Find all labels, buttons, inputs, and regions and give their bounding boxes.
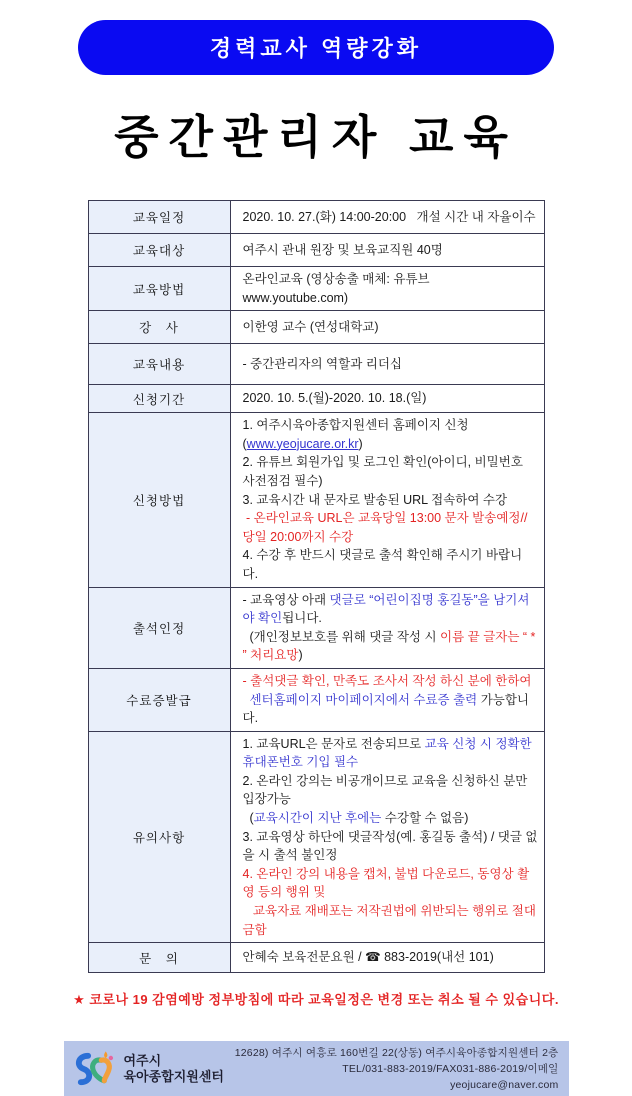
row-label: 유의사항	[88, 731, 230, 943]
text-segment: 교육시간이 지난 후에는	[253, 811, 382, 826]
text-segment: 3. 교육영상 하단에 댓글작성(예. 홍길동 출석) / 댓글 없을 시 출석 불인정	[242, 829, 538, 863]
center-logo-icon	[72, 1048, 116, 1090]
row-label: 신청방법	[88, 413, 230, 587]
text-segment: 온라인교육 (영상송출 매체: 유튜브 www.youtube.com)	[242, 272, 441, 305]
text-segment: 2020. 10. 5.(월)-2020. 10. 18.(일)	[242, 391, 427, 406]
row-value	[230, 668, 544, 731]
row-label: 출석인정	[88, 587, 230, 668]
table-row	[88, 668, 544, 731]
program-banner-label: 경력교사 역량강화	[209, 36, 423, 61]
text-segment: 4. 수강 후 반드시 댓글로 출석 확인해 주시기 바랍니다.	[242, 548, 523, 581]
text-segment: 안혜숙 보육전문요원 / ☎ 883-2019(내선 101)	[242, 950, 494, 965]
table-row	[88, 267, 544, 311]
org-name-line1: 여주시	[123, 1052, 162, 1068]
covid-notice: ★ 코로나 19 감염예방 정부방침에 따라 교육일정은 변경 또는 취소 될 수 있습니다.	[73, 992, 559, 1008]
info-table-body	[88, 201, 544, 973]
footer-address: 12628) 여주시 여흥로 160번길 22(상동) 여주시육아종합지원센터 2층	[234, 1046, 559, 1059]
row-label: 강 사	[88, 311, 230, 344]
row-value	[230, 234, 544, 267]
text-segment: 여주시 관내 원장 및 보육교직원 40명	[242, 242, 443, 257]
text-segment: - 교육영상 아래	[242, 592, 330, 607]
row-value	[230, 731, 544, 943]
text-segment: 4. 온라인 강의 내용을 캡처, 불법 다운로드, 동영상 촬영 등의 행위 및	[242, 866, 530, 900]
row-value	[230, 587, 544, 668]
row-value	[230, 311, 544, 344]
table-row	[88, 311, 544, 344]
page-title: 중간관리자 교육	[114, 111, 518, 163]
footer-contact: TEL/031-883-2019/FAX031-886-2019/이메일 yeojucare@naver.com	[342, 1062, 559, 1091]
row-value	[230, 344, 544, 385]
row-value	[230, 943, 544, 973]
table-row	[88, 201, 544, 234]
text-segment: 센터홈페이지 마이페이지에서 수료증 출력	[249, 692, 478, 707]
row-label: 수료증발급	[88, 668, 230, 731]
text-segment: 이름 끝 글자는 “ * ” 처리요망	[242, 629, 539, 663]
text-segment: - 중간관리자의 역할과 리더십	[242, 356, 402, 371]
table-row	[88, 234, 544, 267]
text-segment: 2. 온라인 강의는 비공개이므로 교육을 신청하신 분만 입장가능	[242, 773, 531, 807]
row-value	[230, 267, 544, 311]
text-segment: 교육자료 재배포는 저작권법에 위반되는 행위로 절대 금함	[242, 904, 540, 937]
text-segment: 교육 신청 시 정확한 휴대폰번호 기입 필수	[242, 736, 536, 770]
table-row	[88, 943, 544, 973]
row-label: 문 의	[88, 943, 230, 973]
row-label: 교육대상	[88, 234, 230, 267]
text-segment: )	[298, 648, 303, 663]
text-segment: 3. 교육시간 내 문자로 발송된 URL 접속하여 수강	[242, 492, 508, 507]
program-banner	[78, 20, 554, 75]
text-segment: 이한영 교수 (연성대학교)	[242, 319, 379, 334]
row-label: 신청기간	[88, 385, 230, 413]
row-value	[230, 413, 544, 587]
text-segment: 1. 여주시육아종합지원센터 홈페이지 신청(	[242, 418, 469, 451]
row-label: 교육방법	[88, 267, 230, 311]
text-segment: )	[358, 436, 363, 451]
footer-bar	[64, 1041, 569, 1096]
row-label: 교육일정	[88, 201, 230, 234]
text-segment: - 온라인교육 URL은 교육당일 13:00 문자 발송예정//당일 20:00까지 수강	[242, 511, 528, 544]
info-table	[88, 200, 545, 973]
flyer-page	[0, 20, 632, 1091]
org-name	[124, 1053, 224, 1085]
text-segment: (	[242, 811, 254, 826]
org-name-line2: 육아종합지원센터	[123, 1068, 224, 1084]
row-value	[230, 385, 544, 413]
table-row	[88, 385, 544, 413]
text-segment: 됩니다.	[282, 611, 322, 626]
text-segment: 가능합니다.	[242, 692, 530, 726]
text-segment: (개인정보보호를 위해 댓글 작성 시	[242, 629, 441, 644]
row-value	[230, 201, 544, 234]
table-row	[88, 731, 544, 943]
row-label: 교육내용	[88, 344, 230, 385]
text-segment: 수강할 수 없음)	[381, 811, 469, 826]
text-segment: 2. 유튜브 회원가입 및 로그인 확인(아이디, 비밀번호 사전점검 필수)	[242, 455, 527, 488]
table-row	[88, 344, 544, 385]
homepage-link[interactable]: www.yeojucare.or.kr	[246, 436, 359, 451]
text-segment: 2020. 10. 27.(화) 14:00-20:00 개설 시간 내 자율이수	[242, 209, 536, 224]
table-row	[88, 587, 544, 668]
text-segment: - 출석댓글 확인, 만족도 조사서 작성 하신 분에 한하여	[242, 673, 532, 688]
text-segment: 댓글로 “어린이집명 홍길동”을 남기셔야 확인	[242, 592, 530, 626]
footer-contact-block	[234, 1045, 559, 1093]
text-segment: 1. 교육URL은 문자로 전송되므로	[242, 736, 425, 751]
table-row	[88, 413, 544, 587]
